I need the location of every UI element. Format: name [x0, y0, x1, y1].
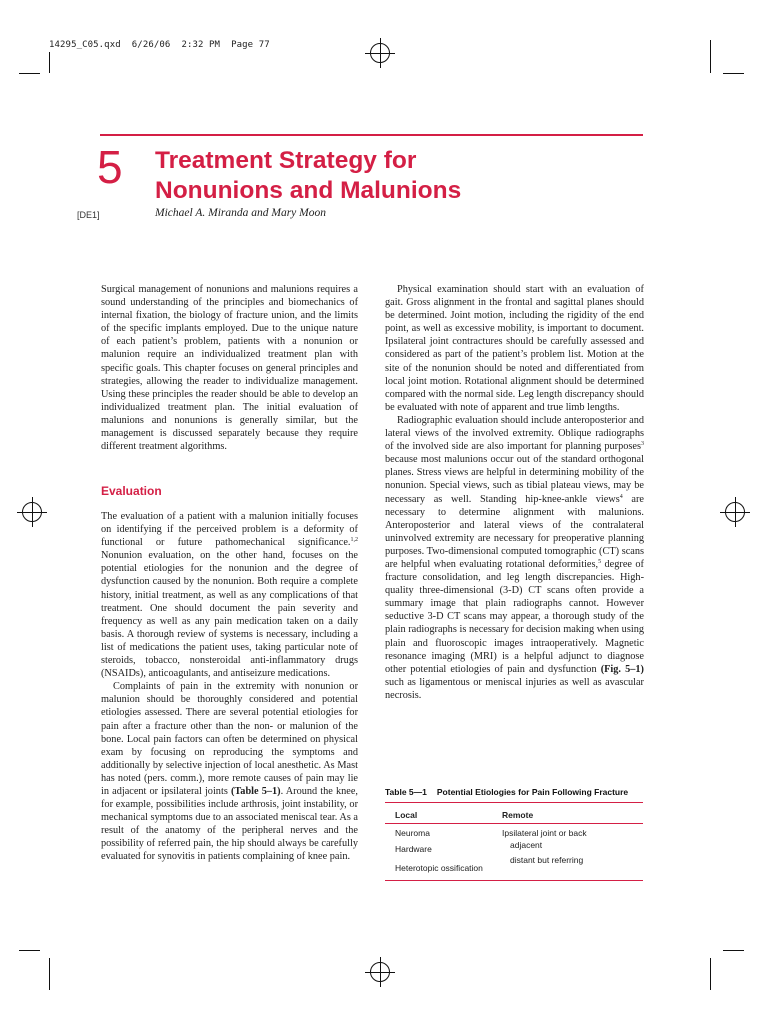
table-cell-local: Neuroma	[395, 828, 430, 838]
table-rule-header	[385, 823, 643, 824]
chapter-number: 5	[97, 141, 123, 193]
citation-superscript: 1,2	[350, 537, 358, 544]
radiographic-paragraph	[385, 414, 644, 702]
evaluation-column	[101, 510, 358, 864]
chapter-top-rule	[100, 134, 643, 136]
table-rule-bottom	[385, 880, 643, 881]
text-run: degree of fracture consolidation, and leg length discrepancies. High-quality three-dimensional (3-D) CT scans often provide a summary image that plain radiographs cannot. However seductive 3-D CT scans may appear, a thorough study of the plain radiographs is necessary for decision making when using plain and fluoroscopic images intraoperatively. Magnetic resonance imaging (MRI) is a helpful adjunct to diagnose other potential etiologies of pain and dysfunction	[385, 558, 644, 675]
crop-mark	[49, 52, 50, 73]
citation-superscript: 5	[598, 558, 602, 565]
table-cell-local: Heterotopic ossification	[395, 863, 483, 873]
evaluation-paragraph-1	[101, 510, 358, 680]
crop-mark	[723, 950, 744, 951]
intro-column	[101, 283, 358, 453]
text-run: Nonunion evaluation, on the other hand, focuses on the potential etiologies for the nonunion and the degree of dysfunction caused by the nonunion. Both require a complete history, initial treatment, as well as any complications of that treatment. One should document the pain severity and frequency as well as any pain medication taken on a daily basis. A thorough review of systems is necessary, including a list of medications the patient uses, taking particular note of steroids, tobacco, nonsteroidal anti-inflammatory drugs (NSAIDs), anticoagulants, and antiseizure medications.	[101, 550, 358, 680]
text-run: because most malunions occur out of the standard orthogonal planes. Stress views are helpful in determining mobility of the nonunion. Special views, such as tibial plateau views, may be necessary as well. Standing hip-knee-ankle views	[385, 454, 644, 505]
crop-mark	[710, 40, 711, 73]
crop-mark	[19, 950, 40, 951]
table-cell-remote: Ipsilateral joint or back	[502, 828, 587, 838]
figure-reference-link[interactable]: (Fig. 5–1)	[600, 663, 644, 675]
editor-tag: [DE1]	[77, 210, 100, 220]
chapter-title-line1: Treatment Strategy for	[155, 147, 417, 174]
table-header-local: Local	[395, 810, 418, 820]
right-column	[385, 283, 644, 702]
crop-mark	[723, 73, 744, 74]
chapter-title-line2: Nonunions and Malunions	[155, 177, 462, 204]
table-header-remote: Remote	[502, 810, 534, 820]
intro-paragraph: Surgical management of nonunions and malunions requires a sound understanding of the principles and biomechanics of internal fixation, the biology of fracture union, and the limits of the specific implants employed. Due to the unique nature of each patient’s problem, patients with a nonunion or malunion require an individualized treatment plan with specific goals. This chapter focuses on general principles and strategies, allowing the reader to individualize management. Using these principles the reader should be able to develop an individualized treatment plan. The initial evaluation of malunions and nonunions is generally similar, but the management is discussed separately because they require different treatment algorithms.	[101, 284, 358, 453]
registration-mark-left	[22, 502, 42, 522]
table-label: Table 5—1	[385, 787, 427, 797]
citation-superscript: 4	[619, 493, 623, 500]
registration-mark-right	[725, 502, 745, 522]
table-title: Potential Etiologies for Pain Following Fracture	[436, 787, 629, 797]
chapter-title	[155, 146, 615, 206]
table-cell-local: Hardware	[395, 844, 432, 854]
text-run: are necessary to determine alignment with malunions. Anteroposterior and lateral views of the contralateral uninvolved extremity are necessary for preoperative planning purposes. Two-dimensional computed tomographic (CT) scans are helpful when evaluating rotational deformities,	[385, 493, 644, 570]
table-rule-top	[385, 802, 643, 803]
section-heading-evaluation: Evaluation	[101, 484, 162, 498]
physical-exam-paragraph: Physical examination should start with an evaluation of gait. Gross alignment in the frontal and sagittal planes should be determined. Joint motion, including the rigidity of the end point, as well as excessive mobility, is important to document. Ipsilateral joint contractures should be carefully assessed and considered as part of the patient’s problem list. Motion at the site of the nonunion should be noted and differentiated from local joint motion. Rotational alignment should be determined compared with the normal side. Leg length discrepancy should be evaluated with note of apparent and true limb lengths.	[385, 284, 644, 413]
text-run: The evaluation of a patient with a malunion initially focuses on identifying if the perceived problem is a deformity of functional or future pathomechanical significance.	[101, 511, 358, 549]
crop-mark	[19, 73, 40, 74]
table-cell-remote: adjacent	[510, 840, 543, 850]
crop-mark	[49, 958, 50, 990]
text-run: Complaints of pain in the extremity with nonunion or malunion should be thoroughly considered and potential etiologies assessed. There are several potential etiologies for pain after a fracture other than the non- or malunion of the bone. Local pain factors can often be determined on physical exam by focusing on reproducing the symptoms and additionally by selective injection of local anesthetic. As Mast has noted (pers. comm.), more remote causes of pain may lie in adjacent or ipsilateral joints	[101, 681, 358, 797]
text-run: Radiographic evaluation should include anteroposterior and lateral views of the involved extremity. Oblique radiographs of the involved side are also important for planning purposes	[385, 414, 644, 453]
table-caption	[385, 787, 628, 797]
citation-superscript: 3	[641, 441, 644, 448]
evaluation-paragraph-2	[101, 680, 358, 863]
registration-mark-top	[370, 43, 390, 63]
table-reference-link[interactable]: (Table 5–1)	[230, 785, 281, 797]
chapter-authors: Michael A. Miranda and Mary Moon	[155, 207, 326, 219]
registration-mark-bottom	[370, 962, 390, 982]
file-slug: 14295_C05.qxd 6/26/06 2:32 PM Page 77	[49, 40, 270, 50]
table-cell-remote: distant but referring	[510, 855, 584, 865]
text-run: . Around the knee, for example, possibilities include arthrosis, joint instability, or mechanical symptoms due to an associated meniscal tear. As a result of the anatomy of the peripheral nerves and the possibility of referred pain, the hip should always be carefully evaluated for synovitis in patients complaining of knee pain.	[101, 785, 359, 863]
text-run: such as ligamentous or meniscal injuries as well as avascular necrosis.	[385, 676, 644, 701]
crop-mark	[710, 958, 711, 990]
